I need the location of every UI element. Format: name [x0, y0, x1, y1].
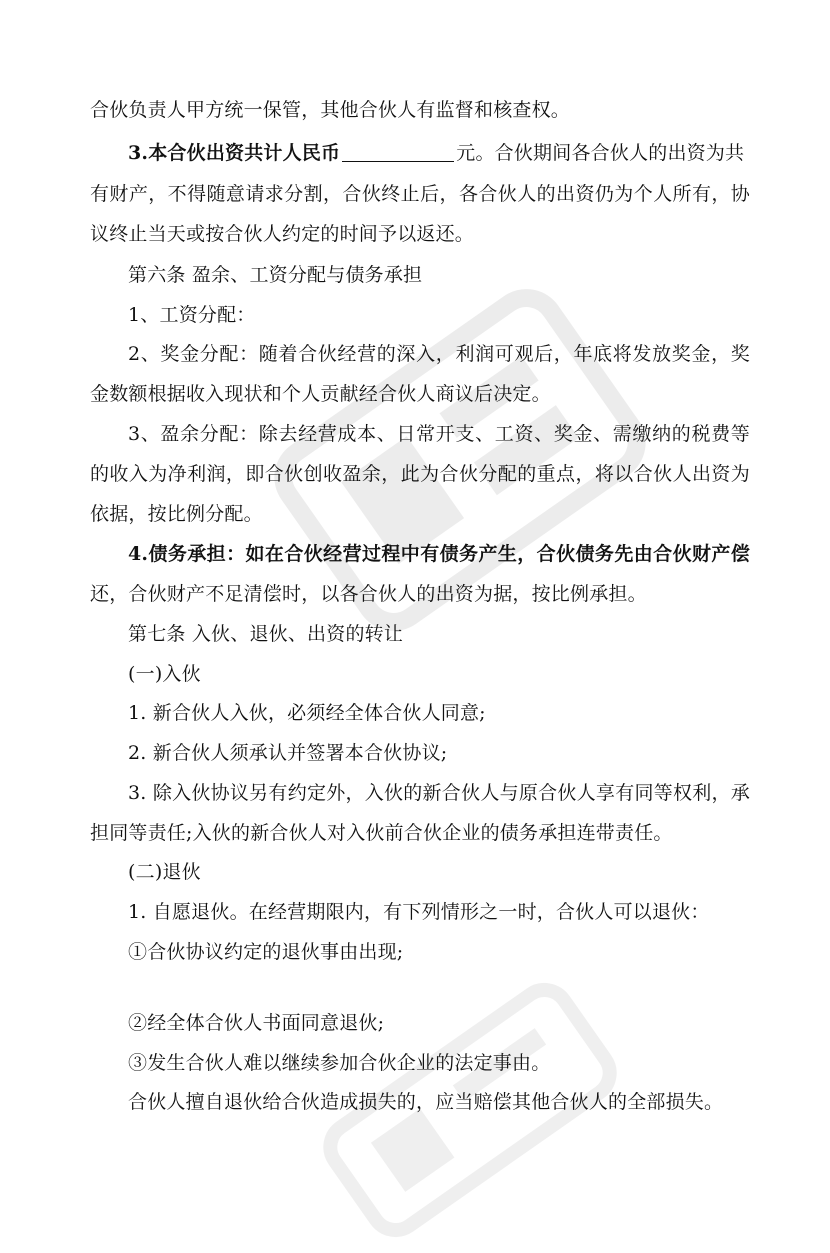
text-line: 的收入为净利润，即合伙创收盈余，此为合伙分配的重点，将以合伙人出资为 [90, 463, 750, 485]
text-line: 议终止当天或按合伙人约定的时间予以返还。 [90, 223, 475, 245]
text-line: 2. 新合伙人须承认并签署本合伙协议; [128, 742, 448, 764]
text-line: 依据，按比例分配。 [90, 503, 263, 525]
section-heading-6: 第六条 盈余、工资分配与债务承担 [128, 264, 423, 286]
text-line: 担同等责任;入伙的新合伙人对入伙前合伙企业的债务承担连带责任。 [90, 822, 673, 844]
amount-blank [342, 143, 454, 162]
subsection-heading-join: (一)入伙 [128, 663, 201, 685]
text-line: 合伙人擅自退伙给合伙造成损失的，应当赔偿其他合伙人的全部损失。 [128, 1091, 724, 1113]
text-line: 合伙负责人甲方统一保管，其他合伙人有监督和核查权。 [90, 99, 571, 121]
list-item: ③发生合伙人难以继续参加合伙企业的法定事由。 [128, 1052, 551, 1074]
text-line: 3. 除入伙协议另有约定外，入伙的新合伙人与原合伙人享有同等权利，承 [128, 782, 750, 804]
list-item: ①合伙协议约定的退伙事由出现; [128, 941, 404, 963]
text-line: 1、工资分配： [128, 304, 256, 326]
text-line: 3、盈余分配：除去经营成本、日常开支、工资、奖金、需缴纳的税费等 [128, 423, 750, 445]
text-line: 金数额根据收入现状和个人贡献经合伙人商议后决定。 [90, 383, 551, 405]
text-line: 有财产，不得随意请求分割，合伙终止后，各合伙人的出资仍为个人所有，协 [90, 183, 750, 205]
text-line: 1. 新合伙人入伙，必须经全体合伙人同意; [128, 702, 486, 724]
section-heading-7: 第七条 入伙、退伙、出资的转让 [128, 623, 404, 645]
text-line-contribution [128, 141, 750, 165]
text-line: 还，合伙财产不足清偿时，以各合伙人的出资为据，按比例承担。 [90, 583, 647, 605]
list-item: ②经全体合伙人书面同意退伙; [128, 1012, 385, 1034]
text-line: 1. 自愿退伙。在经营期限内，有下列情形之一时，合伙人可以退伙： [128, 901, 710, 923]
subsection-heading-withdraw: (二)退伙 [128, 861, 201, 883]
contribution-prefix: 3.本合伙出资共计人民币 [128, 142, 341, 164]
text-line: 2、奖金分配：随着合伙经营的深入，利润可观后，年底将发放奖金，奖 [128, 343, 750, 365]
contribution-suffix: 元。合伙期间各合伙人的出资为共 [456, 142, 745, 164]
text-line: 4.债务承担：如在合伙经营过程中有债务产生，合伙债务先由合伙财产偿 [128, 543, 750, 565]
